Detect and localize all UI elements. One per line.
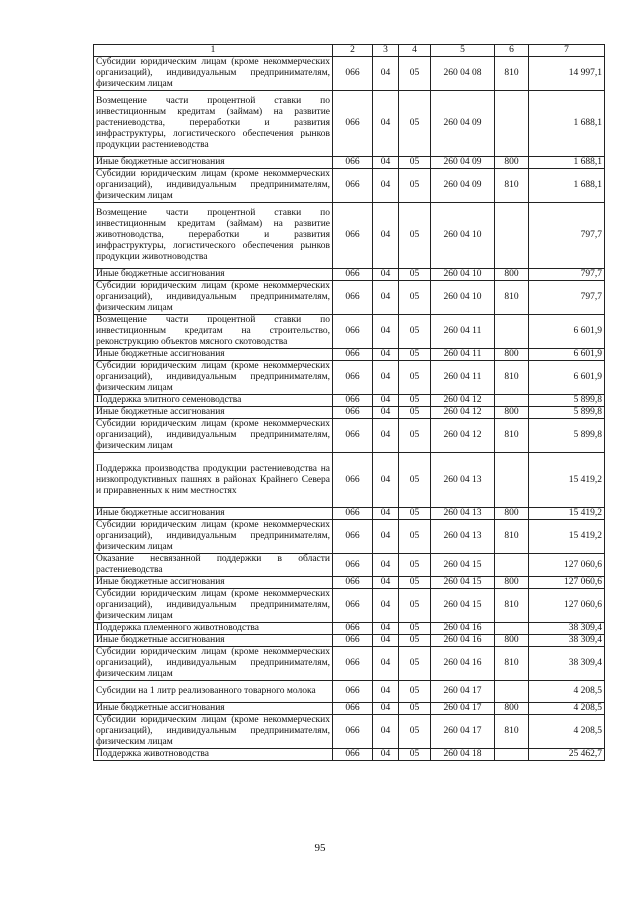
row-ved-code: 066: [333, 57, 373, 91]
row-amount: 797,7: [529, 269, 605, 281]
table-row: [94, 554, 605, 577]
row-expense-type: 810: [495, 647, 529, 681]
row-amount: 127 060,6: [529, 589, 605, 623]
row-expense-type: 800: [495, 508, 529, 520]
row-amount: 797,7: [529, 203, 605, 269]
row-expense-type: [495, 203, 529, 269]
row-target-article: 260 04 12: [431, 407, 495, 419]
row-amount: 5 899,8: [529, 419, 605, 453]
row-expense-type: [495, 749, 529, 761]
row-expense-type: 810: [495, 169, 529, 203]
row-subsection-code: 05: [399, 635, 431, 647]
row-subsection-code: 05: [399, 554, 431, 577]
row-name: Поддержка элитного семеноводства: [94, 395, 333, 407]
budget-table-page: [93, 44, 604, 761]
row-section-code: 04: [373, 623, 399, 635]
row-target-article: 260 04 16: [431, 623, 495, 635]
row-section-code: 04: [373, 269, 399, 281]
row-subsection-code: 05: [399, 269, 431, 281]
page-number: 95: [314, 842, 326, 854]
row-ved-code: 066: [333, 635, 373, 647]
row-subsection-code: 05: [399, 395, 431, 407]
row-target-article: 260 04 13: [431, 508, 495, 520]
row-name: Оказание несвязанной поддержки в области растениеводства: [94, 554, 333, 577]
row-expense-type: 810: [495, 57, 529, 91]
row-target-article: 260 04 13: [431, 520, 495, 554]
row-expense-type: 800: [495, 157, 529, 169]
row-amount: 5 899,8: [529, 407, 605, 419]
row-name: Возмещение части процентной ставки по инвестиционным кредитам на строительство, реконструкцию объектов мясного скотоводства: [94, 315, 333, 349]
table-row: [94, 623, 605, 635]
row-name: Субсидии юридическим лицам (кроме некоммерческих организаций), индивидуальным предпринимателям, физическим лицам: [94, 419, 333, 453]
row-ved-code: 066: [333, 157, 373, 169]
row-amount: 127 060,6: [529, 554, 605, 577]
row-subsection-code: 05: [399, 623, 431, 635]
row-name: Субсидии юридическим лицам (кроме некоммерческих организаций), индивидуальным предпринимателям, физическим лицам: [94, 169, 333, 203]
row-expense-type: 800: [495, 407, 529, 419]
row-section-code: 04: [373, 203, 399, 269]
table-header-row: [94, 45, 605, 57]
row-ved-code: 066: [333, 281, 373, 315]
table-row: [94, 169, 605, 203]
row-section-code: 04: [373, 57, 399, 91]
table-row: [94, 508, 605, 520]
header-col-4: 4: [399, 45, 431, 57]
row-ved-code: 066: [333, 520, 373, 554]
row-amount: 6 601,9: [529, 349, 605, 361]
row-section-code: 04: [373, 419, 399, 453]
row-amount: 1 688,1: [529, 157, 605, 169]
row-name: Иные бюджетные ассигнования: [94, 349, 333, 361]
row-subsection-code: 05: [399, 749, 431, 761]
row-subsection-code: 05: [399, 57, 431, 91]
row-subsection-code: 05: [399, 419, 431, 453]
row-amount: 6 601,9: [529, 361, 605, 395]
row-amount: 127 060,6: [529, 577, 605, 589]
row-target-article: 260 04 10: [431, 281, 495, 315]
row-subsection-code: 05: [399, 681, 431, 703]
row-subsection-code: 05: [399, 715, 431, 749]
row-amount: 4 208,5: [529, 681, 605, 703]
row-amount: 38 309,4: [529, 647, 605, 681]
row-subsection-code: 05: [399, 281, 431, 315]
row-name: Поддержка производства продукции растениеводства на низкопродуктивных пашнях в районах Крайнего Севера и приравненных к ним местностях: [94, 453, 333, 508]
row-amount: 15 419,2: [529, 508, 605, 520]
table-row: [94, 453, 605, 508]
row-subsection-code: 05: [399, 453, 431, 508]
row-section-code: 04: [373, 169, 399, 203]
row-ved-code: 066: [333, 315, 373, 349]
row-amount: 4 208,5: [529, 715, 605, 749]
row-target-article: 260 04 12: [431, 419, 495, 453]
table-row: [94, 361, 605, 395]
header-col-2: 2: [333, 45, 373, 57]
row-subsection-code: 05: [399, 520, 431, 554]
header-col-7: 7: [529, 45, 605, 57]
row-subsection-code: 05: [399, 647, 431, 681]
row-target-article: 260 04 16: [431, 647, 495, 681]
row-name: Поддержка племенного животноводства: [94, 623, 333, 635]
table-row: [94, 681, 605, 703]
row-ved-code: 066: [333, 169, 373, 203]
row-target-article: 260 04 15: [431, 554, 495, 577]
row-ved-code: 066: [333, 419, 373, 453]
row-ved-code: 066: [333, 577, 373, 589]
row-ved-code: 066: [333, 589, 373, 623]
row-ved-code: 066: [333, 554, 373, 577]
row-amount: 797,7: [529, 281, 605, 315]
table-row: [94, 419, 605, 453]
table-row: [94, 315, 605, 349]
header-col-5: 5: [431, 45, 495, 57]
row-expense-type: [495, 315, 529, 349]
table-row: [94, 703, 605, 715]
row-expense-type: 810: [495, 715, 529, 749]
row-ved-code: 066: [333, 647, 373, 681]
row-section-code: 04: [373, 749, 399, 761]
row-ved-code: 066: [333, 623, 373, 635]
table-row: [94, 635, 605, 647]
row-amount: 1 688,1: [529, 169, 605, 203]
row-amount: 5 899,8: [529, 395, 605, 407]
row-amount: 14 997,1: [529, 57, 605, 91]
row-expense-type: 810: [495, 589, 529, 623]
row-target-article: 260 04 11: [431, 349, 495, 361]
row-target-article: 260 04 17: [431, 715, 495, 749]
row-target-article: 260 04 12: [431, 395, 495, 407]
row-ved-code: 066: [333, 269, 373, 281]
row-amount: 25 462,7: [529, 749, 605, 761]
row-ved-code: 066: [333, 395, 373, 407]
row-target-article: 260 04 11: [431, 315, 495, 349]
row-subsection-code: 05: [399, 361, 431, 395]
row-ved-code: 066: [333, 703, 373, 715]
row-ved-code: 066: [333, 681, 373, 703]
row-section-code: 04: [373, 349, 399, 361]
row-expense-type: [495, 681, 529, 703]
row-name: Субсидии юридическим лицам (кроме некоммерческих организаций), индивидуальным предпринимателям, физическим лицам: [94, 281, 333, 315]
row-section-code: 04: [373, 554, 399, 577]
row-name: Иные бюджетные ассигнования: [94, 269, 333, 281]
row-subsection-code: 05: [399, 203, 431, 269]
header-col-1: 1: [94, 45, 333, 57]
row-amount: 4 208,5: [529, 703, 605, 715]
row-section-code: 04: [373, 157, 399, 169]
table-row: [94, 520, 605, 554]
row-name: Субсидии юридическим лицам (кроме некоммерческих организаций), индивидуальным предпринимателям, физическим лицам: [94, 361, 333, 395]
row-target-article: 260 04 10: [431, 203, 495, 269]
row-section-code: 04: [373, 703, 399, 715]
row-target-article: 260 04 17: [431, 681, 495, 703]
row-section-code: 04: [373, 281, 399, 315]
row-expense-type: 800: [495, 269, 529, 281]
row-section-code: 04: [373, 715, 399, 749]
row-section-code: 04: [373, 395, 399, 407]
row-name: Возмещение части процентной ставки по инвестиционным кредитам (займам) на развитие животноводства, переработки и развития инфраструктуры, логистического обеспечения рынков продукции животноводства: [94, 203, 333, 269]
row-subsection-code: 05: [399, 577, 431, 589]
row-expense-type: [495, 554, 529, 577]
row-subsection-code: 05: [399, 157, 431, 169]
row-subsection-code: 05: [399, 508, 431, 520]
row-name: Иные бюджетные ассигнования: [94, 157, 333, 169]
row-target-article: 260 04 11: [431, 361, 495, 395]
row-section-code: 04: [373, 635, 399, 647]
row-target-article: 260 04 17: [431, 703, 495, 715]
row-expense-type: 800: [495, 635, 529, 647]
row-target-article: 260 04 10: [431, 269, 495, 281]
row-section-code: 04: [373, 508, 399, 520]
row-name: Иные бюджетные ассигнования: [94, 703, 333, 715]
row-section-code: 04: [373, 589, 399, 623]
table-row: [94, 269, 605, 281]
row-amount: 1 688,1: [529, 91, 605, 157]
table-body: [94, 57, 605, 761]
table-row: [94, 91, 605, 157]
header-col-6: 6: [495, 45, 529, 57]
row-amount: 6 601,9: [529, 315, 605, 349]
row-amount: 15 419,2: [529, 520, 605, 554]
row-subsection-code: 05: [399, 703, 431, 715]
row-ved-code: 066: [333, 715, 373, 749]
row-subsection-code: 05: [399, 407, 431, 419]
row-expense-type: 810: [495, 281, 529, 315]
table-row: [94, 589, 605, 623]
row-subsection-code: 05: [399, 589, 431, 623]
row-name: Поддержка животноводства: [94, 749, 333, 761]
row-section-code: 04: [373, 681, 399, 703]
table-row: [94, 395, 605, 407]
row-name: Возмещение части процентной ставки по инвестиционным кредитам (займам) на развитие растениеводства, переработки и развития инфраструктуры, логистического обеспечения рынков продукции растениеводства: [94, 91, 333, 157]
row-target-article: 260 04 08: [431, 57, 495, 91]
row-expense-type: [495, 91, 529, 157]
row-expense-type: 810: [495, 419, 529, 453]
row-name: Субсидии юридическим лицам (кроме некоммерческих организаций), индивидуальным предпринимателям, физическим лицам: [94, 520, 333, 554]
table-row: [94, 349, 605, 361]
row-subsection-code: 05: [399, 169, 431, 203]
row-ved-code: 066: [333, 203, 373, 269]
row-expense-type: [495, 453, 529, 508]
table-row: [94, 157, 605, 169]
row-subsection-code: 05: [399, 91, 431, 157]
row-section-code: 04: [373, 577, 399, 589]
row-amount: 38 309,4: [529, 635, 605, 647]
row-name: Субсидии юридическим лицам (кроме некоммерческих организаций), индивидуальным предпринимателям, физическим лицам: [94, 647, 333, 681]
row-expense-type: [495, 623, 529, 635]
row-section-code: 04: [373, 520, 399, 554]
row-ved-code: 066: [333, 361, 373, 395]
row-ved-code: 066: [333, 407, 373, 419]
row-target-article: 260 04 15: [431, 577, 495, 589]
row-expense-type: 800: [495, 349, 529, 361]
row-target-article: 260 04 15: [431, 589, 495, 623]
row-ved-code: 066: [333, 91, 373, 157]
row-name: Иные бюджетные ассигнования: [94, 508, 333, 520]
row-target-article: 260 04 16: [431, 635, 495, 647]
table-row: [94, 715, 605, 749]
row-name: Иные бюджетные ассигнования: [94, 407, 333, 419]
budget-table: [93, 44, 605, 761]
row-target-article: 260 04 09: [431, 157, 495, 169]
row-section-code: 04: [373, 453, 399, 508]
row-name: Субсидии юридическим лицам (кроме некоммерческих организаций), индивидуальным предпринимателям, физическим лицам: [94, 715, 333, 749]
row-expense-type: 800: [495, 577, 529, 589]
row-name: Иные бюджетные ассигнования: [94, 577, 333, 589]
row-expense-type: 810: [495, 361, 529, 395]
row-section-code: 04: [373, 315, 399, 349]
row-target-article: 260 04 09: [431, 169, 495, 203]
row-expense-type: [495, 395, 529, 407]
row-ved-code: 066: [333, 349, 373, 361]
row-name: Субсидии на 1 литр реализованного товарного молока: [94, 681, 333, 703]
row-amount: 38 309,4: [529, 623, 605, 635]
row-section-code: 04: [373, 361, 399, 395]
row-ved-code: 066: [333, 453, 373, 508]
row-target-article: 260 04 09: [431, 91, 495, 157]
row-name: Иные бюджетные ассигнования: [94, 635, 333, 647]
row-section-code: 04: [373, 91, 399, 157]
table-row: [94, 203, 605, 269]
table-row: [94, 577, 605, 589]
row-section-code: 04: [373, 407, 399, 419]
table-row: [94, 281, 605, 315]
row-name: Субсидии юридическим лицам (кроме некоммерческих организаций), индивидуальным предпринимателям, физическим лицам: [94, 57, 333, 91]
row-target-article: 260 04 13: [431, 453, 495, 508]
row-subsection-code: 05: [399, 349, 431, 361]
row-ved-code: 066: [333, 749, 373, 761]
row-ved-code: 066: [333, 508, 373, 520]
table-row: [94, 647, 605, 681]
table-row: [94, 407, 605, 419]
row-expense-type: 810: [495, 520, 529, 554]
row-target-article: 260 04 18: [431, 749, 495, 761]
header-col-3: 3: [373, 45, 399, 57]
table-row: [94, 749, 605, 761]
row-name: Субсидии юридическим лицам (кроме некоммерческих организаций), индивидуальным предпринимателям, физическим лицам: [94, 589, 333, 623]
row-section-code: 04: [373, 647, 399, 681]
row-expense-type: 800: [495, 703, 529, 715]
row-subsection-code: 05: [399, 315, 431, 349]
row-amount: 15 419,2: [529, 453, 605, 508]
table-row: [94, 57, 605, 91]
